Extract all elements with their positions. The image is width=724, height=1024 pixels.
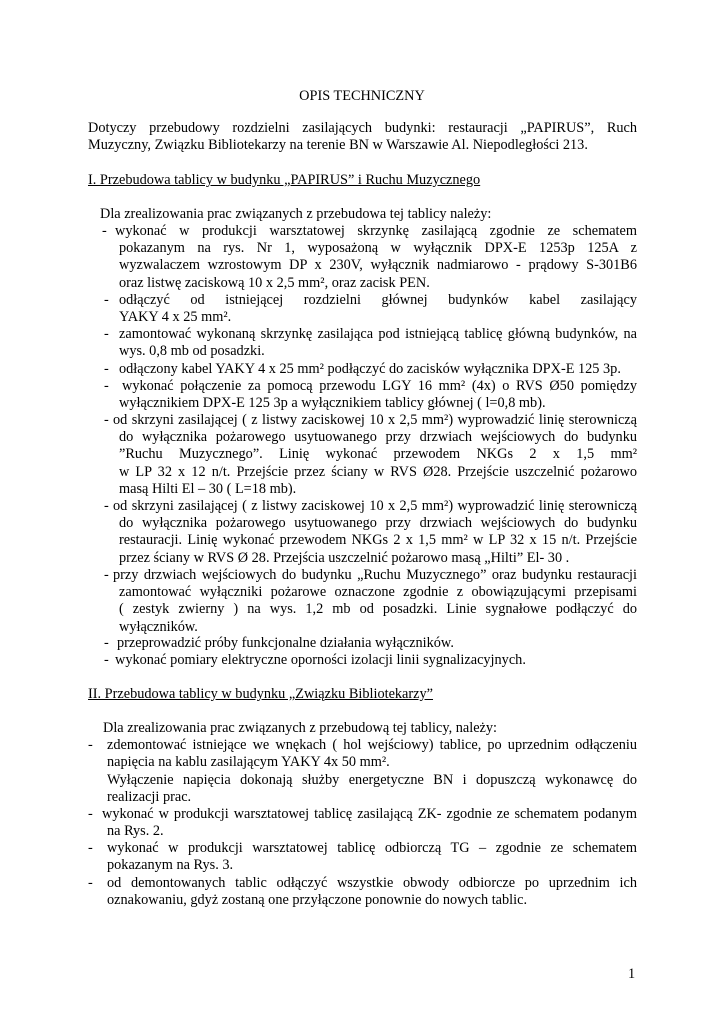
list-item — [113, 498, 637, 515]
page-number: 1 — [628, 966, 636, 982]
list-item-line: przeprowadzić próby funkcjonalne działania wyłączników. — [117, 635, 454, 651]
list-item-line: odłączyć od istniejącej rozdzielni głównej budynków kabel zasilający — [119, 292, 637, 308]
list-item — [115, 223, 637, 240]
list-dash: - — [104, 412, 109, 428]
section-1-heading: I. Przebudowa tablicy w budynku „PAPIRUS” i Ruchu Muzycznego — [88, 172, 481, 188]
section-2-heading: II. Przebudowa tablicy w budynku „Związku Bibliotekarzy” — [88, 686, 434, 702]
list-item-line: oznakowaniu, gdyż zostaną one przyłączone ponownie do nowych tablic. — [107, 892, 528, 909]
list-item-line: przy drzwiach wejściowych do budynku „Ruchu Muzycznego” oraz budynku restauracji — [113, 567, 637, 583]
list-item — [102, 806, 637, 823]
list-item-line: masą Hilti El – 30 ( L=18 mb). — [119, 480, 297, 497]
list-item-line: wykonać połączenie za pomocą przewodu LGY 16 mm² (4x) o RVS Ø50 pomiędzy — [122, 378, 637, 394]
list-item-line: restauracji. Linię wykonać przewodem NKGs 2 x 1,5 mm² w LP 32 x 15 n/t. Przejście — [119, 532, 637, 549]
list-item — [113, 567, 637, 584]
list-dash: - — [102, 223, 107, 239]
list-item-line: wyłącznikiem DPX-E 125 3p a wyłącznikiem tablicy głównej ( l=0,8 mb). — [119, 395, 546, 411]
list-dash: - — [88, 840, 93, 856]
list-item-line: ”Ruchu Muzycznego”. Linię wykonać przewodem NKGs 2 x 1,5 mm² — [119, 446, 637, 463]
list-item-line: oraz listwę zaciskową 10 x 2,5 mm², oraz zacisk PEN. — [119, 274, 430, 291]
list-item — [122, 378, 637, 395]
list-item-continuation — [119, 515, 637, 567]
list-item-line: wykonać w produkcji warsztatowej tablicę odbiorczą TG – zgodnie ze schematem — [107, 840, 637, 856]
list-item — [107, 840, 637, 875]
list-item-line: napięcia na kablu zasilającym YAKY 4x 50 mm². — [107, 754, 390, 771]
list-item — [119, 361, 637, 378]
list-item — [117, 635, 637, 652]
list-item — [113, 412, 637, 429]
list-item-line: zamontować wykonaną skrzynkę zasilająca pod istniejącą tablicę główną budynków, na — [119, 326, 637, 342]
list-dash: - — [104, 567, 109, 583]
list-item-line: zamontować wyłączniki pożarowe oznaczone zgodnie z obowiązującymi przepisami — [119, 584, 637, 600]
list-item-continuation — [107, 823, 637, 840]
list-item-line: od skrzyni zasilającej ( z listwy zaciskowej 10 x 2,5 mm²) wyprowadzić linię sterowniczą — [113, 412, 637, 428]
list-dash: - — [88, 806, 93, 822]
page-title: OPIS TECHNICZNY — [299, 88, 425, 104]
list-item-line: wyzwalaczem wzrostowym DP x 230V, wyłącznik nadmiarowo - prądowy S-301B6 — [119, 257, 637, 274]
list-item — [107, 737, 637, 806]
list-item-line: do wyłącznika pożarowego usytuowanego przy drzwiach wejściowych do budynku — [119, 515, 637, 531]
list-dash: - — [104, 635, 109, 651]
list-item — [119, 292, 637, 327]
list-item-line: wykonać w produkcji warsztatowej tablicę zasilającą ZK- zgodnie ze schematem podanym — [102, 806, 637, 822]
section-1-lead: Dla zrealizowania prac związanych z przebudowa tej tablicy należy: — [100, 206, 492, 222]
list-dash: - — [88, 875, 93, 891]
list-item-line: wys. 0,8 mb od posadzki. — [119, 343, 265, 360]
list-item-line: przez ściany w RVS Ø 28. Przejścia uszczelnić pożarowo masą „Hilti” El- 30 . — [119, 549, 570, 566]
list-item-line: ( zestyk zwierny ) na wys. 1,2 mb od posadzki. Linie sygnałowe podłączyć do — [119, 601, 637, 618]
list-item — [115, 652, 637, 669]
list-item-continuation — [119, 240, 637, 292]
list-dash: - — [88, 737, 93, 753]
list-item-continuation — [119, 584, 637, 636]
list-dash: - — [104, 652, 109, 668]
list-dash: - — [104, 292, 109, 308]
intro-paragraph — [88, 120, 637, 155]
list-item-continuation — [119, 395, 637, 412]
list-item-line: zdemontować istniejące we wnękach ( hol wejściowy) tablice, po uprzednim odłączeniu — [107, 737, 637, 753]
list-item-line: wykonać w produkcji warsztatowej skrzynkę zasilającą zgodnie ze schematem — [115, 223, 637, 239]
list-item-line: odłączony kabel YAKY 4 x 25 mm² podłączyć do zacisków wyłącznika DPX-E 125 3p. — [119, 361, 621, 377]
list-item-line: Wyłączenie napięcia dokonają służby energetyczne BN i dopuszczą wykonawcę do — [107, 771, 637, 788]
list-item — [107, 875, 637, 910]
section-2-lead: Dla zrealizowania prac związanych z przebudową tej tablicy, należy: — [103, 720, 498, 736]
list-item-line: pokazanym na Rys. 3. — [107, 857, 234, 874]
intro-line: Muzyczny, Związku Bibliotekarzy na terenie BN w Warszawie Al. Niepodległości 213. — [88, 137, 588, 154]
list-item-line: wyłączników. — [119, 618, 198, 635]
list-item-line: do wyłącznika pożarowego usytuowanego przy drzwiach wejściowych do budynku — [119, 429, 637, 445]
list-item-line: na Rys. 2. — [107, 823, 164, 839]
list-item-line: od demontowanych tablic odłączyć wszystkie obwody odbiorcze po uprzednim ich — [107, 875, 637, 891]
list-dash: - — [104, 326, 109, 342]
list-item-line: realizacji prac. — [107, 788, 192, 805]
intro-line: Dotyczy przebudowy rozdzielni zasilających budynki: restauracji „PAPIRUS”, Ruch — [88, 120, 637, 136]
list-dash: - — [104, 498, 109, 514]
list-item-line: w LP 32 x 12 n/t. Przejście przez ściany w RVS Ø28. Przejście uszczelnić pożarowo — [119, 463, 637, 480]
list-item — [119, 326, 637, 361]
list-item-continuation — [119, 429, 637, 498]
list-dash: - — [104, 361, 109, 377]
list-item-line: od skrzyni zasilającej ( z listwy zaciskowej 10 x 2,5 mm²) wyprowadzić linię sterowniczą — [113, 498, 637, 514]
list-item-line: YAKY 4 x 25 mm². — [119, 309, 232, 326]
list-dash: - — [104, 378, 109, 394]
list-item-line: wykonać pomiary elektryczne oporności izolacji linii sygnalizacyjnych. — [115, 652, 526, 668]
list-item-line: pokazanym na rys. Nr 1, wyposażoną w wyłącznik DPX-E 1253p 125A z — [119, 240, 637, 256]
